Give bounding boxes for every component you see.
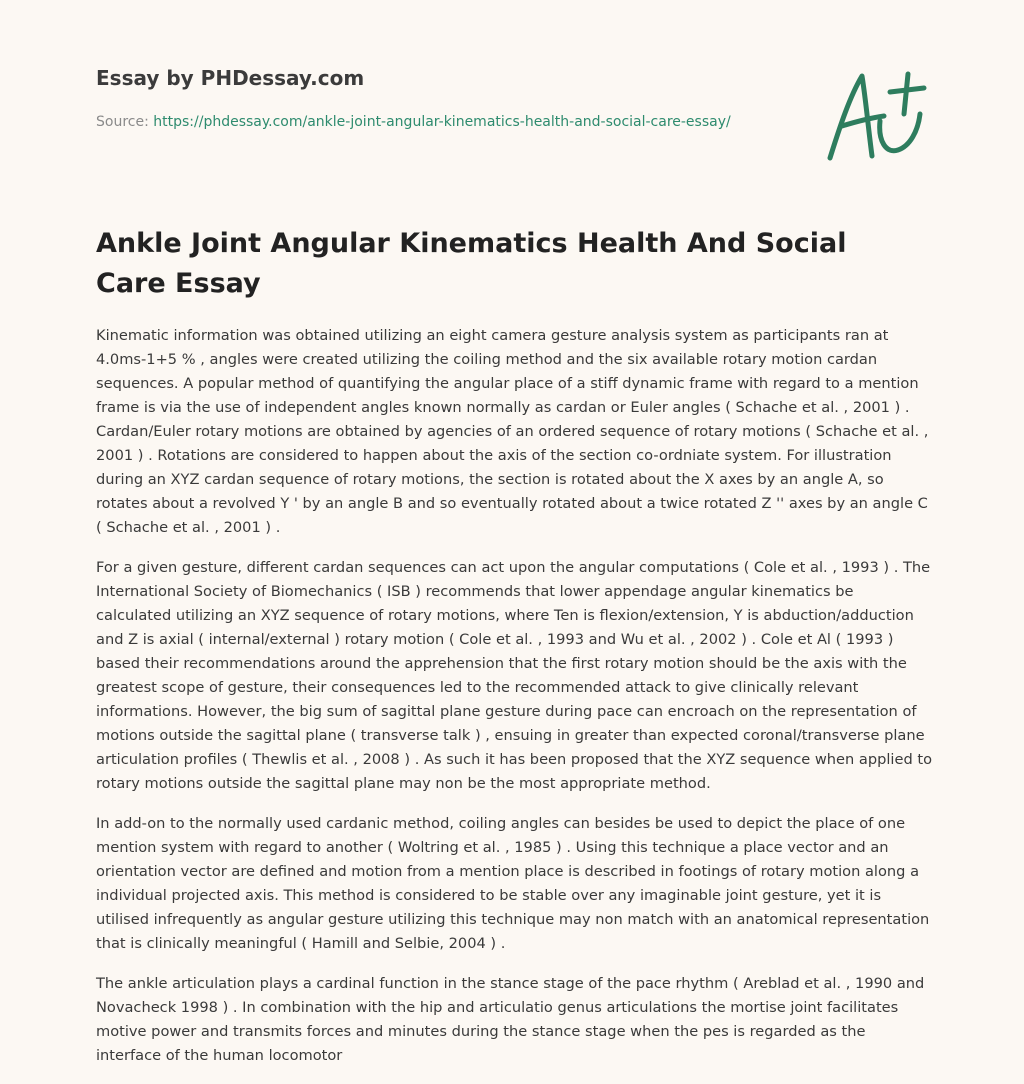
paragraph: The ankle articulation plays a cardinal function in the stance stage of the pace rhythm ( Areblad et al. , 1990 and Novacheck 1998 ) . In combination with the hip and articulatio genus articulations the mortise joint facilitates motive power and transmits forces and minutes during the stance stage when the pes is regarded as the interface of the human locomotor <box>96 975 925 1064</box>
source-link[interactable]: https://phdessay.com/ankle-joint-angular-kinematics-health-and-social-care-essay/ <box>153 114 731 130</box>
page-title: Ankle Joint Angular Kinematics Health And Social Care Essay <box>96 228 847 299</box>
site-title: Essay by PHDessay.com <box>96 66 365 90</box>
source-label: Source: <box>96 114 149 130</box>
a-plus-logo-icon <box>820 66 930 166</box>
source-line <box>96 110 736 134</box>
header <box>96 64 736 134</box>
paragraph: In add-on to the normally used cardanic method, coiling angles can besides be used to depict the place of one mention system with regard to another ( Woltring et al. , 1985 ) . Using this technique a place vector and an orientation vector are defined and motion from a mention place is described in footings of rotary motion along a individual projected axis. This method is considered to be stable over any imaginable joint gesture, yet it is utilised infrequently as angular gesture utilizing this technique may non match with an anatomical representation that is clinically meaningful ( Hamill and Selbie, 2004 ) . <box>96 815 930 952</box>
paragraph: Kinematic information was obtained utilizing an eight camera gesture analysis system as participants ran at 4.0ms-1+5 % , angles were created utilizing the coiling method and the six available rotary motion cardan sequences. A popular method of quantifying the angular place of a stiff dynamic frame with regard to a mention frame is via the use of independent angles known normally as cardan or Euler angles ( Schache et al. , 2001 ) . Cardan/Euler rotary motions are obtained by agencies of an ordered sequence of rotary motions ( Schache et al. , 2001 ) . Rotations are considered to happen about the axis of the section co-ordniate system. For illustration during an XYZ cardan sequence of rotary motions, the section is rotated about the X axes by an angle A, so rotates about a revolved Y ' by an angle B and so eventually rotated about a twice rotated Z '' axes by an angle C ( Schache et al. , 2001 ) . <box>96 327 929 536</box>
paragraph: For a given gesture, different cardan sequences can act upon the angular computations ( Cole et al. , 1993 ) . The International Society of Biomechanics ( ISB ) recommends that lower appendage angular kinematics be calculated utilizing an XYZ sequence of rotary motions, where Ten is flexion/extension, Y is abduction/adduction and Z is axial ( internal/external ) rotary motion ( Cole et al. , 1993 and Wu et al. , 2002 ) . Cole et Al ( 1993 ) based their recommendations around the apprehension that the first rotary motion should be the axis with the greatest scope of gesture, their consequences led to the recommended attack to give clinically relevant informations. However, the big sum of sagittal plane gesture during pace can encroach on the representation of motions outside the sagittal plane ( transverse talk ) , ensuing in greater than expected coronal/transverse plane articulation profiles ( Thewlis et al. , 2008 ) . As such it has been proposed that the XYZ sequence when applied to rotary motions outside the sagittal plane may non be the most appropriate method. <box>96 559 933 792</box>
article-body <box>96 324 932 1084</box>
